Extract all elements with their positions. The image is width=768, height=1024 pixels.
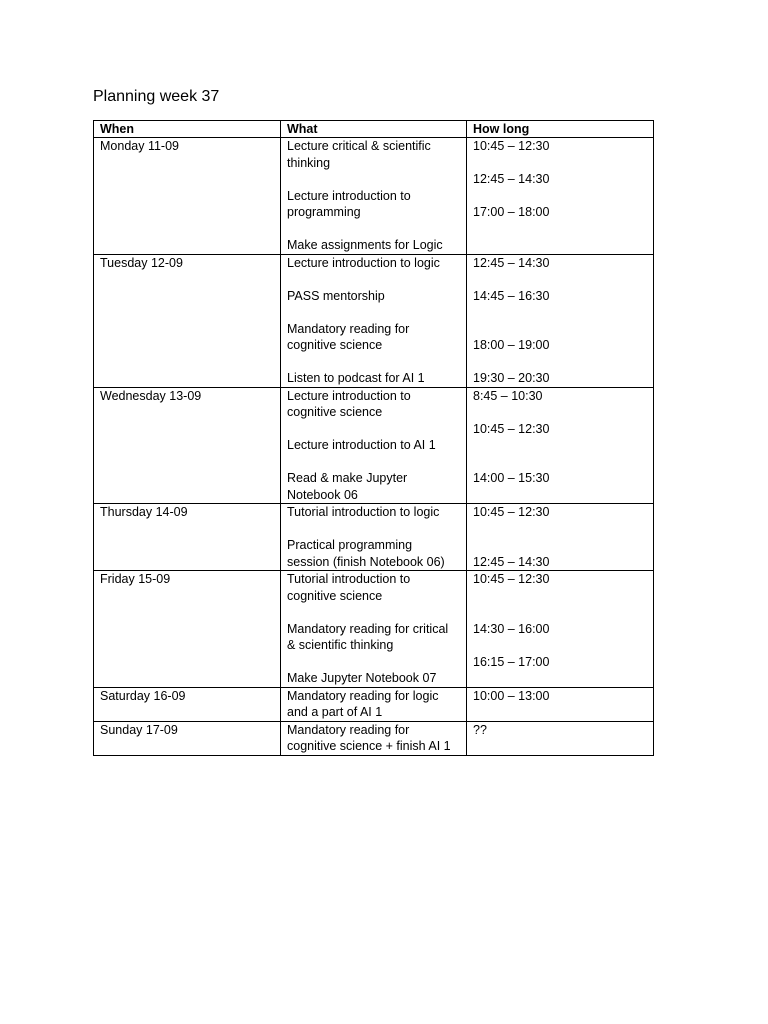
cell-what <box>281 138 467 255</box>
page-title: Planning week 37 <box>93 88 220 105</box>
time-entry: 14:30 – 16:00 <box>473 621 550 636</box>
cell-how-long <box>467 571 654 688</box>
time-entry: 10:00 – 13:00 <box>473 688 550 703</box>
time-entry: 10:45 – 12:30 <box>473 505 550 519</box>
time-entry: 14:45 – 16:30 <box>473 288 550 303</box>
time-entry: 18:00 – 19:00 <box>473 338 550 352</box>
activity-entry: Lecture introduction to programming <box>287 188 411 219</box>
cell-how-long <box>467 721 654 755</box>
time-entry: 12:45 – 14:30 <box>473 172 550 186</box>
activity-entry: Lecture introduction to cognitive science <box>287 388 411 419</box>
activity-entry: Make assignments for Logic <box>287 238 443 252</box>
cell-what <box>281 721 467 755</box>
cell-when: Sunday 17-09 <box>94 721 281 755</box>
entry-spacer <box>287 654 460 671</box>
activity-entry: Tutorial introduction to cognitive science <box>287 572 411 603</box>
entry-spacer <box>473 637 647 654</box>
entry-spacer <box>473 354 647 371</box>
activity-entry: Make Jupyter Notebook 07 <box>287 671 437 685</box>
table-row <box>94 687 654 721</box>
planning-table <box>93 120 654 756</box>
entry-spacer <box>473 155 647 172</box>
activity-entry: Lecture introduction to AI 1 <box>287 438 436 452</box>
header-how-long: How long <box>467 121 654 138</box>
cell-what <box>281 387 467 504</box>
time-entry: 12:45 – 14:30 <box>473 255 550 270</box>
entry-spacer <box>473 404 647 421</box>
entry-spacer <box>287 604 460 621</box>
cell-when: Saturday 16-09 <box>94 687 281 721</box>
cell-when: Friday 15-09 <box>94 571 281 688</box>
entry-spacer <box>287 304 460 321</box>
activity-entry: PASS mentorship <box>287 288 385 303</box>
activity-entry: Lecture introduction to logic <box>287 255 440 270</box>
cell-what <box>281 687 467 721</box>
cell-when: Thursday 14-09 <box>94 504 281 571</box>
cell-what <box>281 504 467 571</box>
cell-how-long <box>467 254 654 387</box>
cell-when: Wednesday 13-09 <box>94 387 281 504</box>
table-header-row <box>94 121 654 138</box>
activity-entry: Lecture critical & scientific thinking <box>287 139 431 170</box>
time-entry: 19:30 – 20:30 <box>473 371 550 385</box>
header-what: What <box>281 121 467 138</box>
header-when: When <box>94 121 281 138</box>
time-entry: 10:45 – 12:30 <box>473 421 550 436</box>
activity-entry: Mandatory reading for cognitive science <box>287 321 410 352</box>
entry-spacer <box>287 421 460 438</box>
entry-spacer <box>473 271 647 288</box>
table-row <box>94 504 654 571</box>
activity-entry: Listen to podcast for AI 1 <box>287 371 425 385</box>
time-entry: 14:00 – 15:30 <box>473 471 550 485</box>
table-row <box>94 254 654 387</box>
time-entry: 12:45 – 14:30 <box>473 554 550 569</box>
cell-when: Tuesday 12-09 <box>94 254 281 387</box>
activity-entry: Read & make Jupyter Notebook 06 <box>287 471 408 502</box>
cell-what <box>281 254 467 387</box>
time-entry: 10:45 – 12:30 <box>473 139 550 153</box>
time-entry: 16:15 – 17:00 <box>473 654 550 669</box>
entry-spacer <box>473 188 647 205</box>
time-entry: 10:45 – 12:30 <box>473 572 550 586</box>
entry-spacer <box>287 171 460 188</box>
cell-how-long <box>467 504 654 571</box>
time-entry: ?? <box>473 722 487 737</box>
activity-entry: Practical programming session (finish Notebook 06) <box>287 538 445 569</box>
table-row <box>94 387 654 504</box>
activity-entry: Mandatory reading for logic and a part of AI 1 <box>287 688 439 719</box>
entry-spacer <box>287 221 460 238</box>
cell-how-long <box>467 387 654 504</box>
entry-spacer <box>287 354 460 371</box>
entry-spacer <box>473 521 647 538</box>
cell-what <box>281 571 467 688</box>
table-row <box>94 138 654 255</box>
entry-spacer <box>287 521 460 538</box>
activity-entry: Mandatory reading for critical & scientific thinking <box>287 621 449 652</box>
entry-spacer <box>473 437 647 454</box>
time-entry: 8:45 – 10:30 <box>473 388 543 403</box>
cell-how-long <box>467 687 654 721</box>
cell-when: Monday 11-09 <box>94 138 281 255</box>
entry-spacer <box>287 271 460 288</box>
time-entry: 17:00 – 18:00 <box>473 205 550 219</box>
entry-spacer <box>473 588 647 605</box>
activity-entry: Tutorial introduction to logic <box>287 505 440 519</box>
entry-spacer <box>473 304 647 321</box>
entry-spacer <box>287 454 460 471</box>
activity-entry: Mandatory reading for cognitive science + finish AI 1 <box>287 722 451 753</box>
cell-how-long <box>467 138 654 255</box>
table-row <box>94 571 654 688</box>
table-row <box>94 721 654 755</box>
